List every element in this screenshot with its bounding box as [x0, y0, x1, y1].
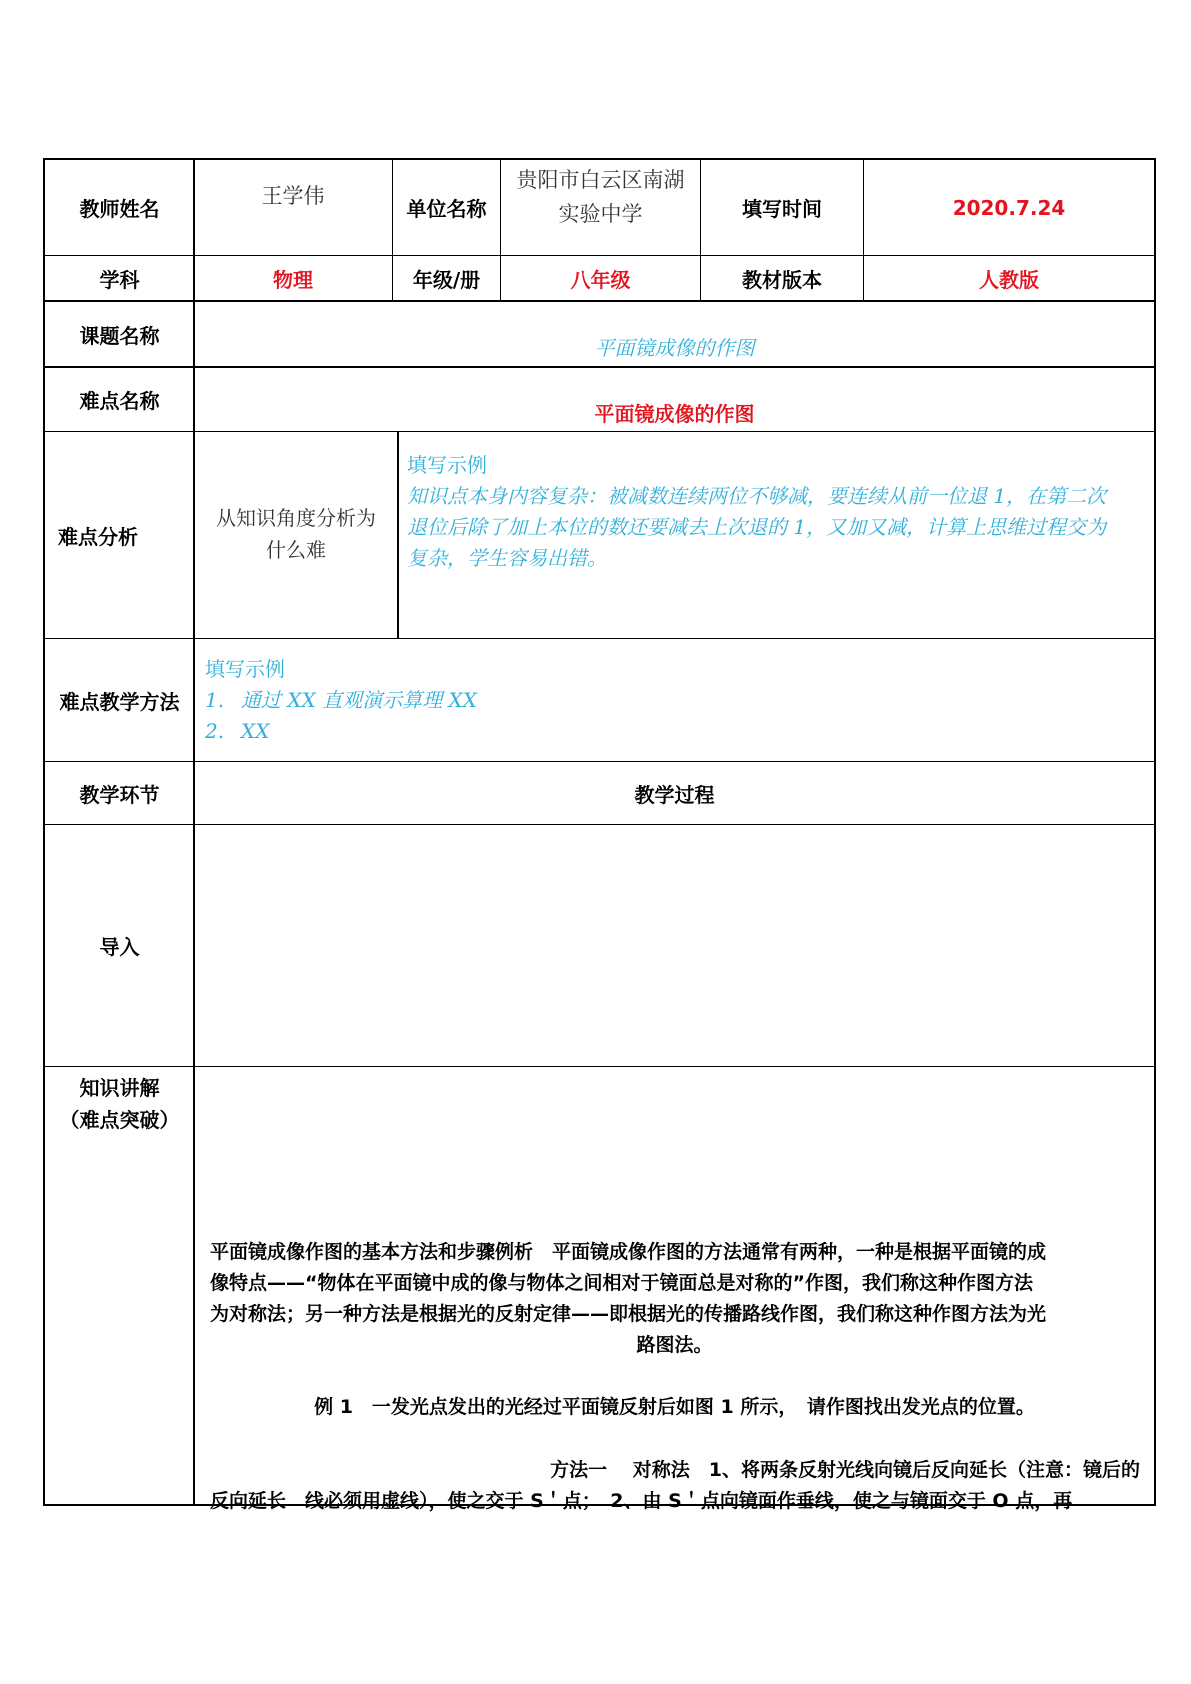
grade-value: 八年级 [570, 267, 631, 292]
teaching-process-label: 教学过程 [634, 782, 715, 807]
analysis-example-line3: 复杂，学生容易出错。 [407, 546, 607, 570]
teacher-name-label: 教师姓名 [79, 197, 160, 221]
analysis-example-title: 填写示例 [407, 453, 487, 477]
column-divider [397, 431, 399, 638]
knowledge-method1-line2: 反向延长 线必须用虚线），使之交于 S＇点； 2、由 S＇点向镜面作垂线，使之与镜面交于 O 点，再 [210, 1490, 1073, 1512]
edition-value: 人教版 [979, 267, 1039, 292]
difficulty-label: 难点名称 [79, 389, 160, 413]
row-divider [45, 366, 1154, 368]
method-item1-text: 通过 XX 直观演示算理 XX [241, 688, 478, 712]
topic-value: 平面镜成像的作图 [594, 335, 755, 360]
edition-label: 教材版本 [742, 267, 822, 292]
fill-date-label: 填写时间 [742, 197, 822, 221]
unit-name-value-line2: 实验中学 [558, 202, 643, 226]
row-divider [45, 431, 1154, 432]
unit-name-value-line1: 贵阳市白云区南湖 [516, 168, 685, 192]
row-divider [45, 1066, 1154, 1067]
knowledge-example1: 例 1 一发光点发出的光经过平面镜反射后如图 1 所示， 请作图找出发光点的位置。 [314, 1396, 1035, 1418]
teacher-name-value: 王学伟 [261, 184, 325, 208]
difficulty-value: 平面镜成像的作图 [594, 401, 755, 426]
analysis-example-line1: 知识点本身内容复杂：被减数连续两位不够减，要连续从前一位退 1，在第二次 [407, 484, 1107, 508]
subject-value: 物理 [273, 267, 313, 292]
analysis-sub-label-line1: 从知识角度分析为 [216, 505, 376, 530]
knowledge-para1-line1: 平面镜成像作图的基本方法和步骤例析 平面镜成像作图的方法通常有两种，一种是根据平面镜的成 [210, 1241, 1047, 1263]
method-example-title: 填写示例 [205, 657, 285, 681]
knowledge-label-line2: （难点突破） [59, 1107, 180, 1132]
row-divider [45, 638, 1154, 639]
knowledge-para1-line2: 像特点——“物体在平面镜中成的像与物体之间相对于镜面总是对称的”作图，我们称这种作图方法 [210, 1272, 1033, 1294]
topic-label: 课题名称 [79, 323, 160, 348]
analysis-sub-label-line2: 什么难 [266, 537, 326, 562]
analysis-label: 难点分析 [58, 524, 138, 549]
lesson-plan-table [43, 158, 1156, 1512]
knowledge-para1-line4: 路图法。 [636, 1334, 713, 1356]
row-divider [45, 300, 1154, 302]
knowledge-para1-line3: 为对称法；另一种方法是根据光的反射定律——即根据光的传播路线作图，我们称这种作图方法为光 [210, 1303, 1047, 1325]
knowledge-method1-line1: 方法一 对称法 1、将两条反射光线向镜后反向延长（注意：镜后的 [550, 1459, 1140, 1481]
grade-label: 年级/册 [412, 267, 481, 292]
unit-name-label: 单位名称 [406, 197, 487, 221]
knowledge-label-line1: 知识讲解 [79, 1075, 160, 1100]
subject-label: 学科 [99, 267, 140, 292]
method-item2-number: 2. [205, 719, 225, 743]
method-label: 难点教学方法 [59, 689, 180, 714]
fill-date-value: 2020.7.24 [952, 195, 1066, 220]
analysis-example-line2: 退位后除了加上本位的数还要减去上次退的 1，又加又减，计算上思维过程交为 [407, 515, 1107, 539]
intro-label: 导入 [99, 935, 140, 959]
teaching-stage-label: 教学环节 [79, 782, 160, 807]
method-item2-text: XX [241, 719, 270, 743]
method-item1-number: 1. [205, 688, 225, 712]
row-divider [45, 824, 1154, 825]
